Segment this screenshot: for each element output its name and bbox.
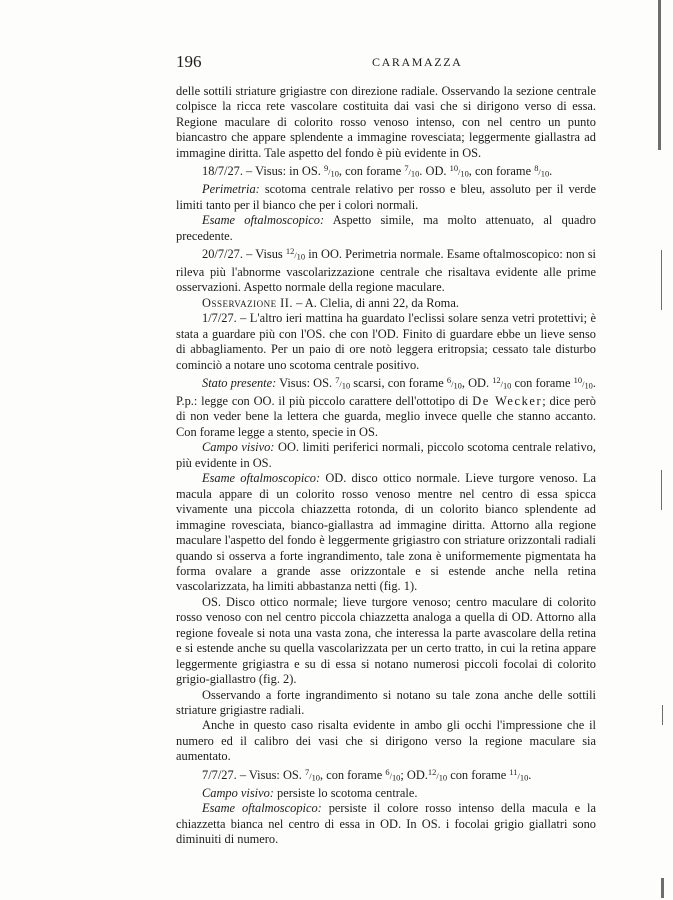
fraction: $^{12}/_{10}$ [492,375,512,391]
paragraph-os: OS. Disco ottico normale; lieve turgore venoso; centro maculare di colorito rosso venoso con nel centro piccola chiazzetta analoga a quella di OD. Attorno alla regione foveale si nota una vasta zona, che interessa la parte avascolare della retina e si estende anche su quella vascolarizzata per un certo tratto, in cui la retina appare leggermente grigiastra e su di essa si notano numerosi piccoli focolai di colorito grigio-giallastro (fig. 2). [176,594,596,687]
page-header [176,52,596,72]
scan-edge-mark [658,0,661,150]
fraction: $^7/_{10}$ [335,375,351,391]
section-label: Campo visivo: [202,440,275,455]
case-heading: Osservazione II. [202,295,294,310]
paragraph-esame-2: Esame oftalmoscopico: OD. disco ottico normale. Lieve turgore venoso. La macula appare di un colorito rosso venoso mentre nel centro di essa spicca vivamente una piccola chiazzetta rotonda, di un colorito bianco splendente ad immagine rovesciata, bianco-giallastra ad immagine diritta. Attorno alla regione maculare l'aspetto del fondo è leggermente grigiastro con striature orizzontali radiali quando si osserva a forte ingrandimento, tale zona è uniformemente pigmentata ha forma ovalare a grande asse orizzontale e si estende anche nella retina vascolarizzata, ha limiti abbastanza netti (fig. 1). [176,471,597,594]
paragraph-visus-7-7-27: 7/7/27. – Visus: OS. $^7/_{10}$, con forame $^6/_{10}$; $OD.^{12}/_{10}$ con forame $^{11}/_{10}$. [202,766,532,783]
paragraph-osservazione-2: Osservazione II. – A. Clelia, di anni 22, da Roma. [202,295,459,310]
visus-date: 18/7/27. – Visus: in OS. [202,164,321,179]
paragraph-stato-presente: Stato presente: Visus: OS. $^7/_{10}$ scarsi, con forame $^6/_{10}$, OD. $^{12}/_{10}$ con forame $^{10}/_{10}$. P.p.: legge con OO. il più piccolo carattere dell'ottotipo di De Wecker; dice però di non veder bene la lettera che guarda, meglio invece quelle che stanno accanto. Con forame legge a stento, specie in OS. [176,375,596,439]
paragraph-visus-18-7-27: 18/7/27. – Visus: in OS. $^9/_{10}$, con forame $^7/_{10}$. OD. $^{10}/_{10}$, con forame $^8/_{10}$. [202,163,553,179]
running-title: CARAMAZZA [372,55,463,69]
section-label: Campo visivo: [202,785,274,800]
fraction: $^{12}/_{10}$ [427,766,448,783]
section-label: Esame oftalmoscopico: [202,213,325,228]
paragraph-1: delle sottili striature grigiastre con direzione radiale. Osservando la sezione centrale colpisce la ricca rete vascolare costituita dai vasi che si dirigono verso di essa. Regione maculare di colorito rosso venoso intenso, con nel centro un punto biancastro che appare splendente a immagine rovesciata; leggermente giallastra ad immagine diritta. Tale aspetto del fondo è più evidente in OS. [176,84,596,160]
fraction: $^7/_{10}$ [305,766,320,783]
paragraph-impressione: Anche in questo caso risalta evidente in ambo gli occhi l'impressione che il numero ed il calibro dei vasi che si dirigono verso la regione maculare sia aumentato. [176,718,596,764]
fraction: $^7/_{10}$ [404,163,420,179]
section-label: Perimetria: [202,182,260,197]
scan-edge-mark [661,250,662,310]
scan-edge-mark [661,878,664,898]
fraction: $^6/_{10}$ [446,375,462,391]
paragraph-campo-visivo-2: Campo visivo: persiste lo scotoma centrale. [202,785,418,800]
paragraph-campo-visivo-1: Campo visivo: OO. limiti periferici normali, piccolo scotoma centrale relativo, più evidente in OS. [176,440,596,470]
fraction: $^6/_{10}$ [385,766,401,783]
fraction: $^{12}/_{10}$ [285,245,306,262]
author-name: De Wecker [472,393,543,408]
body-text [176,84,596,848]
fraction: $^{10}/_{10}$ [573,375,593,391]
section-label: Esame oftalmoscopico: [202,471,321,486]
paragraph-perimetria: Perimetria: scotoma centrale relativo per rosso e bleu, assoluto per il verde limiti tanto per il bianco che per i colori normali. [176,182,596,212]
scan-edge-mark [661,470,662,510]
section-label: Stato presente: [202,375,277,390]
fraction: $^{11}/_{10}$ [509,766,529,783]
section-label: Esame oftalmoscopico: [202,801,322,816]
fraction: $^{10}/_{10}$ [449,163,469,179]
fraction: $^8/_{10}$ [534,163,550,179]
paragraph-history: 1/7/27. – L'altro ieri mattina ha guardato l'eclissi solare senza vetri protettivi; è stata a guardare più con l'OS. che con l'OD. Finito di guardare ebbe un lieve senso di abbagliamento. Per un paio di ore notò leggera eritropsia; cessato tale disturbo cominciò a notare uno scotoma centrale positivo. [176,311,596,372]
fraction: $^9/_{10}$ [323,163,339,179]
scan-edge-mark [662,705,663,725]
paragraph-esame-1: Esame oftalmoscopico: Aspetto simile, ma molto attenuato, al quadro precedente. [176,213,596,243]
paragraph-visus-20-7-27: 20/7/27. – Visus $^{12}/_{10}$ in OO. Perimetria normale. Esame oftalmoscopico: non si rileva più l'abnorme vascolarizzazione centrale che risaltava evidente alle prime osservazioni. Aspetto normale della regione maculare. [176,245,596,295]
page-number: 196 [176,52,202,71]
paragraph-esame-3: Esame oftalmoscopico: persiste il colore rosso intenso della macula e la chiazzetta bianca nel centro di essa in OD. In OS. i focolai grigio giallatri sono diminuiti di numero. [176,801,596,847]
paragraph-ingrandimento: Osservando a forte ingrandimento si notano su tale zona anche delle sottili striature grigiastre radiali. [176,687,596,718]
